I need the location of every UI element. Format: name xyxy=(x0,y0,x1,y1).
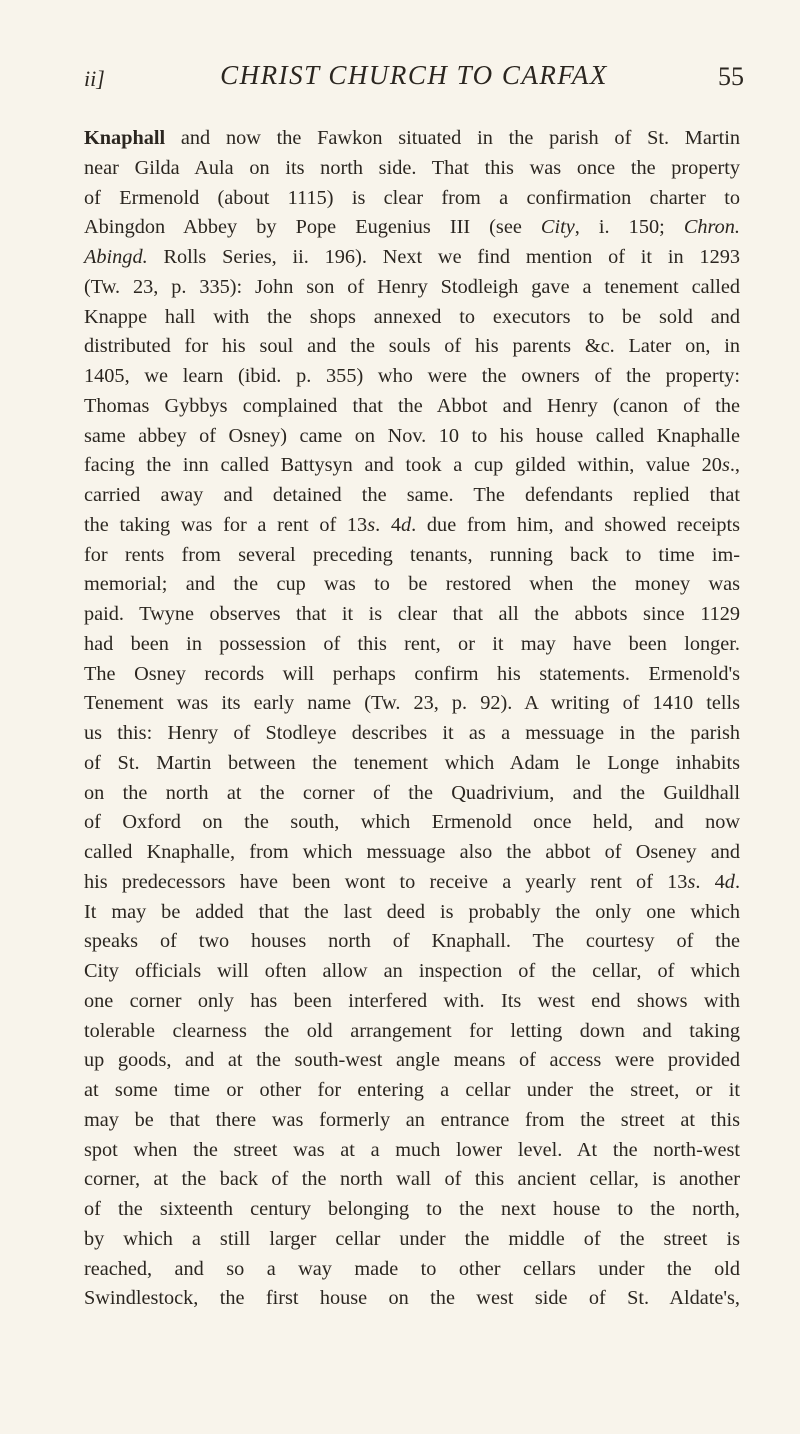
text-line xyxy=(84,630,740,660)
text-line xyxy=(84,1255,740,1285)
text-segment: facing the inn called Battysyn and took a cup gilded within, value 20 xyxy=(84,454,722,477)
text-segment: . due from him, and showed receipts xyxy=(411,513,740,536)
text-segment: (Tw. 23, p. 335): John son of Henry Stodleigh gave a tenement called xyxy=(84,275,740,298)
text-segment: called Knaphalle, from which messuage also the abbot of Oseney and xyxy=(84,841,740,863)
text-line xyxy=(84,808,740,838)
text-segment: Abingdon Abbey by Pope Eugenius III (see xyxy=(84,216,541,239)
text-segment: Thomas Gybbys complained that the Abbot and Henry (canon of the xyxy=(84,394,740,417)
text-line xyxy=(84,1165,740,1195)
text-line xyxy=(84,689,740,719)
text-segment: by which a still larger cellar under the middle of the street is xyxy=(84,1227,740,1250)
italic-text: s xyxy=(721,454,730,477)
text-segment: on the north at the corner of the Quadrivium, and the Guildhall xyxy=(84,781,740,804)
italic-text: d xyxy=(401,513,412,536)
text-line xyxy=(84,541,740,571)
text-segment: the taking was for a rent of 13 xyxy=(84,513,368,536)
text-segment: Swindlestock, the first house on the west side of St. Aldate's, xyxy=(84,1287,740,1310)
text-segment: spot when the street was at a much lower level. At the north-west xyxy=(84,1138,740,1161)
text-segment: us this: Henry of Stodleye describes it as a messuage in the parish xyxy=(84,722,740,744)
text-line xyxy=(84,1106,740,1136)
text-segment: his predecessors have been wont to receive a yearly rent of 13 xyxy=(84,870,688,893)
text-segment: speaks of two houses north of Knaphall. The courtesy of the xyxy=(84,930,740,953)
text-line xyxy=(84,124,740,154)
text-line xyxy=(84,1195,740,1225)
text-line xyxy=(84,600,740,630)
text-line xyxy=(84,362,740,392)
text-segment: distributed for his soul and the souls of his parents &c. Later on, in xyxy=(84,335,740,358)
text-line xyxy=(84,898,740,928)
text-segment: Rolls Series, ii. 196). Next we find mention of it in 1293 xyxy=(147,246,740,268)
text-line xyxy=(84,392,740,422)
text-segment: reached, and so a way made to other cellars under the old xyxy=(84,1257,740,1280)
text-segment: 1405, we learn (ibid. p. 355) who were the owners of the property: xyxy=(84,365,740,387)
text-segment: near Gilda Aula on its north side. That this was once the property xyxy=(84,156,740,179)
text-line xyxy=(84,273,740,303)
running-title: CHRIST CHURCH TO CARFAX xyxy=(220,60,608,90)
text-segment: memorial; and the cup was to be restored when the money was xyxy=(84,573,740,596)
text-line xyxy=(84,987,740,1017)
text-segment: paid. Twyne observes that it is clear that all the abbots since 1129 xyxy=(84,603,740,625)
text-line xyxy=(84,660,740,690)
text-segment: of the sixteenth century belonging to the next house to the north, xyxy=(84,1198,740,1220)
text-segment: of Ermenold (about 1115) is clear from a confirmation charter to xyxy=(84,186,740,209)
bold-text: Knaphall xyxy=(84,127,166,149)
text-line xyxy=(84,213,740,243)
text-line xyxy=(84,243,740,273)
text-line xyxy=(84,184,740,214)
text-line xyxy=(84,154,740,184)
text-segment: tolerable clearness the old arrangement for letting down and taking xyxy=(84,1019,740,1042)
italic-text: Chron. xyxy=(683,216,740,239)
text-segment: ., xyxy=(729,454,740,477)
italic-text: s xyxy=(687,870,696,893)
text-segment: The Osney records will perhaps confirm his statements. Ermenold's xyxy=(84,662,740,685)
text-segment: for rents from several preceding tenants, running back to time im- xyxy=(84,543,740,566)
text-segment: one corner only has been interfered with. Its west end shows with xyxy=(84,989,740,1012)
page-number: 55 xyxy=(718,62,744,91)
text-segment: . xyxy=(734,870,741,893)
text-line xyxy=(84,511,740,541)
text-segment: at some time or other for entering a cellar under the street, or it xyxy=(84,1079,740,1101)
text-line xyxy=(84,1136,740,1166)
text-segment: carried away and detained the same. The defendants replied that xyxy=(84,484,740,506)
text-line xyxy=(84,451,740,481)
text-line xyxy=(84,332,740,362)
text-line xyxy=(84,957,740,987)
text-line xyxy=(84,868,740,898)
text-segment: of Oxford on the south, which Ermenold once held, and now xyxy=(84,811,740,834)
text-line xyxy=(84,1017,740,1047)
body-text xyxy=(84,124,740,1314)
text-line xyxy=(84,1225,740,1255)
text-segment: of St. Martin between the tenement which Adam le Longe inhabits xyxy=(84,751,740,774)
text-line xyxy=(84,927,740,957)
text-line xyxy=(84,481,740,511)
text-segment: had been in possession of this rent, or it may have been longer. xyxy=(84,632,740,655)
text-segment: and now the Fawkon situated in the parish of St. Martin xyxy=(165,127,740,149)
italic-text: Abingd. xyxy=(84,246,148,268)
text-segment: Knappe hall with the shops annexed to executors to be sold and xyxy=(84,305,740,328)
text-segment: It may be added that the last deed is probably the only one which xyxy=(84,900,740,923)
text-segment: . 4 xyxy=(695,870,725,893)
text-line xyxy=(84,838,740,868)
text-line xyxy=(84,1076,740,1106)
chapter-number: ii] xyxy=(84,66,105,91)
text-line xyxy=(84,422,740,452)
text-segment: may be that there was formerly an entrance from the street at this xyxy=(84,1108,740,1131)
text-segment: same abbey of Osney) came on Nov. 10 to his house called Knaphalle xyxy=(84,424,740,447)
text-segment: up goods, and at the south-west angle means of access were provided xyxy=(84,1049,740,1072)
text-segment: Tenement was its early name (Tw. 23, p. 92). A writing of 1410 tells xyxy=(84,692,740,715)
text-line xyxy=(84,779,740,809)
italic-text: City xyxy=(540,216,575,239)
italic-text: s xyxy=(367,513,376,536)
text-line xyxy=(84,749,740,779)
running-head xyxy=(84,60,744,100)
text-line xyxy=(84,1046,740,1076)
text-segment: City officials will often allow an inspection of the cellar, of which xyxy=(84,960,740,982)
text-line xyxy=(84,719,740,749)
text-line xyxy=(84,303,740,333)
text-segment: corner, at the back of the north wall of this ancient cellar, is another xyxy=(84,1168,740,1191)
text-line xyxy=(84,570,740,600)
text-segment: , i. 150; xyxy=(574,216,684,239)
italic-text: d xyxy=(724,870,735,893)
text-segment: . 4 xyxy=(375,513,402,536)
text-line xyxy=(84,1284,740,1314)
